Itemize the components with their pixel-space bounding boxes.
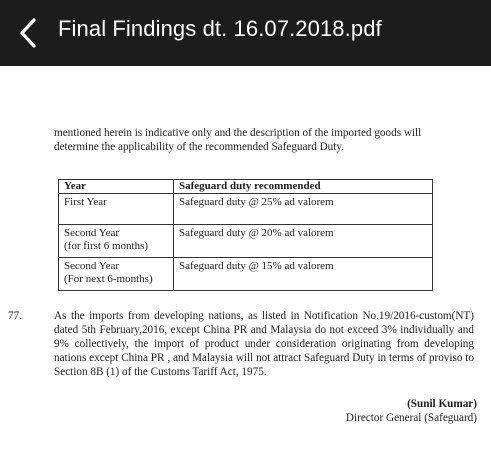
year-sublabel: (For next 6-months) [64,273,153,285]
column-header-year: Year [59,180,174,194]
pdf-page[interactable] [0,66,491,462]
year-label: Second Year [64,260,119,272]
back-button[interactable] [14,16,46,50]
year-cell [59,194,174,225]
signatory-designation: Director General (Safeguard) [345,412,477,424]
intro-line: determine the applicability of the recommended Safeguard Duty. [54,141,345,153]
signatory-name: (Sunil Kumar) [407,398,477,410]
duty-cell: Safeguard duty @ 25% ad valorem [174,194,433,225]
column-header-duty: Safeguard duty recommended [174,180,433,194]
year-cell [59,225,174,258]
signature-block [346,397,477,425]
app-header [0,0,491,66]
chevron-left-icon [14,16,46,50]
intro-line: mentioned herein is indicative only and the description of the imported goods will [54,127,422,139]
duty-cell: Safeguard duty @ 15% ad valorem [174,258,433,291]
year-label: First Year [64,196,107,208]
year-cell [59,258,174,291]
table-header-row [59,180,433,194]
table-row [59,194,433,225]
paragraph-number: 77. [8,310,22,322]
year-label: Second Year [64,227,119,239]
document-title: Final Findings dt. 16.07.2018.pdf [58,16,382,41]
paragraph-text: As the imports from developing nations, as listed in Notification No.19/2016-custom(NT) dated 5th February,2016, except China PR and Malaysia do not exceed 3% individually and 9% collectively, the import of product under consideration originating from developing nations except China PR , and Malaysia will not attract Safeguard Duty in terms of proviso to Section 8B (1) of the Customs Tariff Act, 1975. [54,310,474,378]
duty-cell: Safeguard duty @ 20% ad valorem [174,225,433,258]
safeguard-duty-table [58,179,433,291]
year-sublabel: (for first 6 months) [64,240,149,252]
table-row [59,225,433,258]
table-row [59,258,433,291]
intro-paragraph [54,126,474,154]
